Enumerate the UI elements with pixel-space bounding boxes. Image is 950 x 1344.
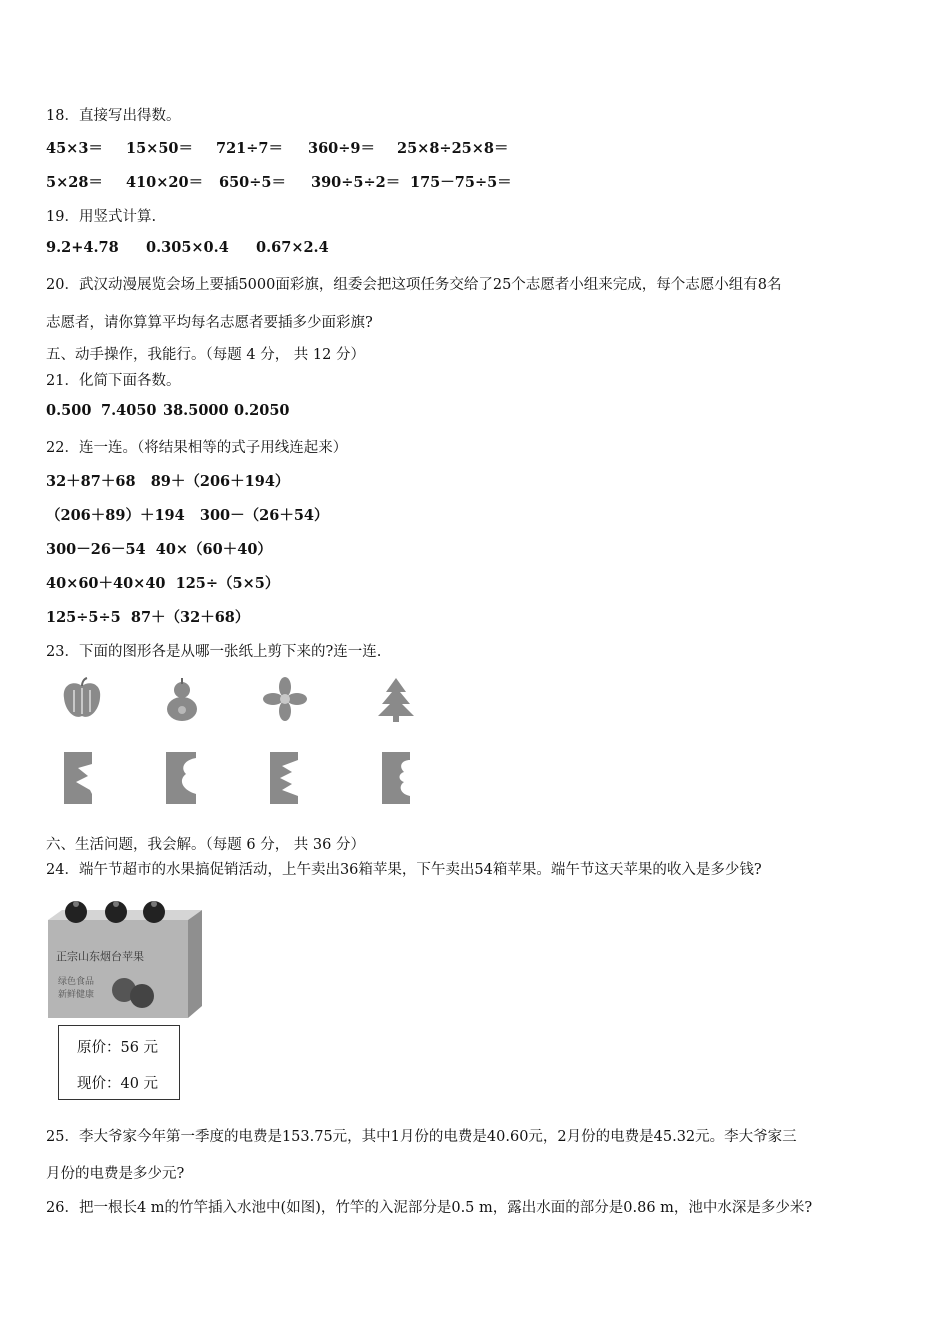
q19-item-2: 0.305×0.4 [146, 239, 229, 256]
apple-box-tag1: 绿色食品 [58, 977, 95, 987]
q19-title: 19．用竖式计算. [46, 209, 157, 225]
q22-r5-left: 125÷5÷5 [46, 609, 121, 626]
q19-item-1: 9.2+4.78 [46, 239, 119, 256]
q19-item-3: 0.67×2.4 [256, 239, 329, 256]
q22-row-3 [46, 538, 272, 559]
q20-line1: 20．武汉动漫展览会场上要插5000面彩旗，组委会把这项任务交给了25个志愿者小组来完成，每个志愿小组有8名 [46, 277, 782, 293]
q18-r2-c1: 5×28＝ [46, 174, 103, 191]
q22-r3-right: 40×（60＋40） [155, 541, 272, 558]
q18-title: 18．直接写出得数。 [46, 108, 181, 124]
section6-heading: 六、生活问题，我会解。（每题 6 分， 共 36 分） [46, 837, 365, 853]
q22-r2-left: （206＋89）＋194 [46, 507, 185, 524]
q18-r1-c2: 15×50＝ [126, 140, 194, 157]
q22-row-2 [46, 504, 329, 525]
gourd-shape-icon [160, 676, 204, 724]
q18-r2-c5: 175－75÷5＝ [410, 174, 512, 191]
paper-sheet-2-icon [164, 750, 198, 804]
q22-r1-left: 32＋87＋68 [46, 473, 136, 490]
q18-r1-c3: 721÷7＝ [216, 140, 284, 157]
q24-title: 24．端午节超市的水果搞促销活动，上午卖出36箱苹果，下午卖出54箱苹果。端午节这天苹果的收入是多少钱? [46, 862, 762, 878]
q21-title: 21．化简下面各数。 [46, 373, 181, 389]
q20-line2: 志愿者，请你算算平均每名志愿者要插多少面彩旗? [46, 315, 373, 331]
q18-r1-c5: 25×8÷25×8＝ [397, 140, 509, 157]
apple-box-brand: 正宗山东烟台苹果 [56, 950, 144, 963]
q26-title: 26．把一根长4 m的竹竿插入水池中(如图)，竹竿的入泥部分是0.5 m，露出水面的部分是0.86 m，池中水深是多少米? [46, 1200, 813, 1216]
q22-title: 22．连一连。（将结果相等的式子用线连起来） [46, 440, 348, 456]
paper-sheet-1-icon [62, 750, 94, 804]
q18-r1-c1: 45×3＝ [46, 140, 103, 157]
q22-r3-left: 300－26－54 [46, 541, 146, 558]
section5-heading: 五、动手操作，我能行。（每题 4 分， 共 12 分） [46, 347, 365, 363]
q25-line2: 月份的电费是多少元? [46, 1166, 185, 1182]
q18-r2-c2: 410×20＝ [126, 174, 204, 191]
apple-box-tag2: 新鲜健康 [58, 990, 95, 1000]
q22-r4-right: 125÷（5×5） [175, 575, 280, 592]
q21-item-1: 0.500 [46, 402, 92, 419]
paper-sheet-4-icon [380, 750, 412, 804]
q21-item-3: 38.5000 [163, 402, 229, 419]
q22-row-1 [46, 470, 289, 491]
q22-row-4 [46, 572, 279, 593]
q18-row2 [46, 171, 512, 192]
apple-shape-icon [58, 676, 106, 724]
paper-sheet-3-icon [268, 750, 300, 804]
price-original: 原价：56 元 [77, 1040, 159, 1056]
price-box [58, 1025, 180, 1100]
q22-r1-right: 89＋（206＋194） [150, 473, 290, 490]
q21-items [46, 402, 290, 419]
q22-r5-right: 87＋（32＋68） [130, 609, 250, 626]
q22-r4-left: 40×60＋40×40 [46, 575, 166, 592]
q21-item-2: 7.4050 [101, 402, 157, 419]
q19-items [46, 239, 329, 256]
q18-r2-c4: 390÷5÷2＝ [311, 174, 401, 191]
q18-row1 [46, 137, 508, 158]
flower-shape-icon [262, 676, 308, 722]
q25-line1: 25．李大爷家今年第一季度的电费是153.75元，其中1月份的电费是40.60元，2月份的电费是45.32元。李大爷家三 [46, 1129, 797, 1145]
price-now: 现价：40 元 [77, 1076, 159, 1092]
q22-r2-right: 300－（26＋54） [199, 507, 329, 524]
q22-row-5 [46, 606, 249, 627]
q23-title: 23．下面的图形各是从哪一张纸上剪下来的?连一连. [46, 644, 382, 660]
q18-r2-c3: 650÷5＝ [219, 174, 287, 191]
tree-shape-icon [374, 676, 418, 724]
q18-r1-c4: 360÷9＝ [308, 140, 376, 157]
q21-item-4: 0.2050 [234, 402, 290, 419]
